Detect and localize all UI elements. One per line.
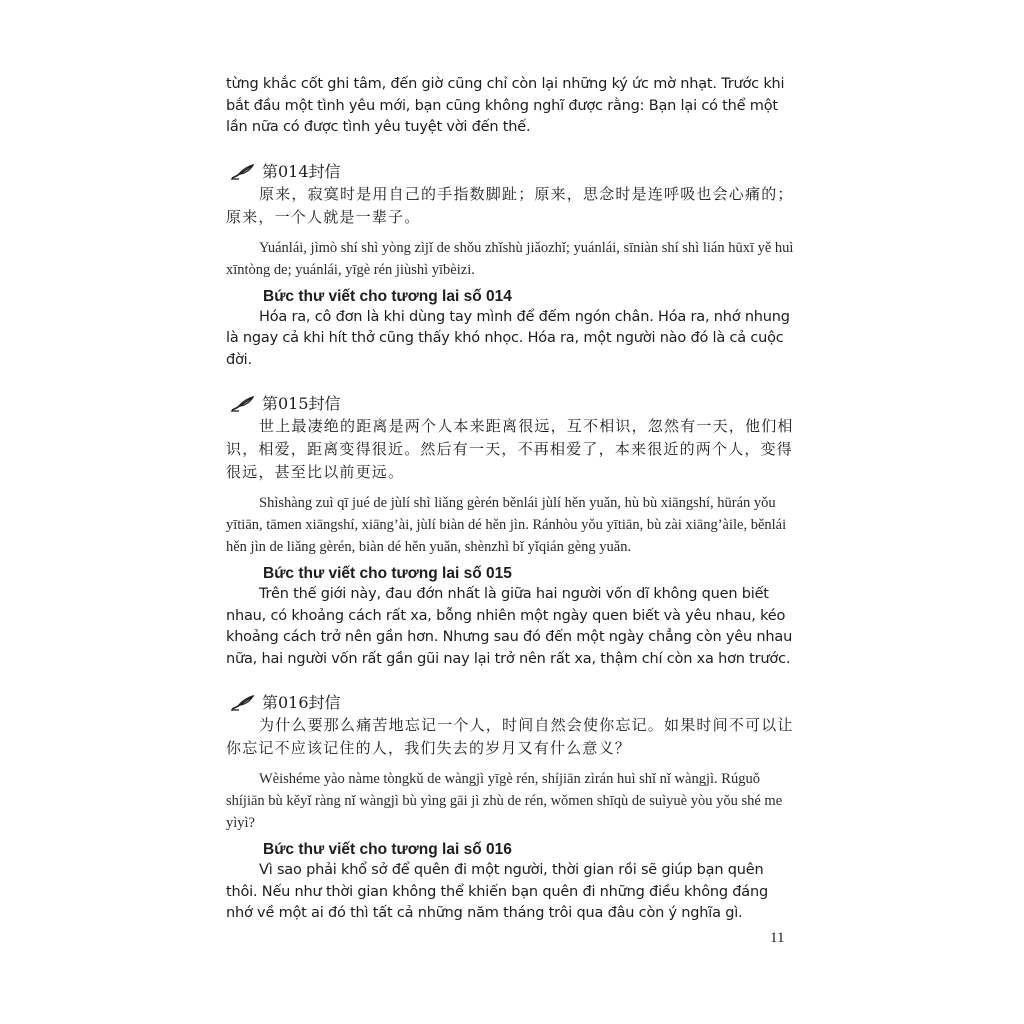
letter-entry-014 (226, 161, 794, 372)
pinyin-text: Shìshàng zuì qī jué de jùlí shì liǎng gèrén běnlái jùlí hěn yuǎn, hù bù xiāngshí, hūrán yǒu yītiān, tāmen xiāngshí, xiāng’ài, jùlí biàn dé hěn jìn. Ránhòu yǒu yītiān, bù zài xiāng’àile, běnlái hěn jìn de liǎng gèrén, biàn dé hěn yuǎn, shènzhì bǐ yǐqián gèng yuǎn. (226, 495, 787, 555)
chinese-text: 世上最凄绝的距离是两个人本来距离很远，互不相识，忽然有一天，他们相识，相爱，距离变得很近。然后有一天，不再相爱了，本来很近的两个人，变得很远，甚至比以前更远。 (226, 417, 794, 481)
entry-title: 第016封信 (262, 693, 341, 712)
intro-paragraph: từng khắc cốt ghi tâm, đến giờ cũng chỉ còn lại những ký ức mờ nhạt. Trước khi bắt đầu một tình yêu mới, bạn cũng không nghĩ được rằng: Bạn lại có thể một lần nữa có được tình yêu tuyệt vời đến thế. (226, 76, 785, 135)
chinese-text: 为什么要那么痛苦地忘记一个人，时间自然会使你忘记。如果时间不可以让你忘记不应该记住的人，我们失去的岁月又有什么意义？ (226, 716, 794, 757)
vietnamese-heading: Bức thư viết cho tương lai số 015 (263, 565, 512, 582)
chinese-text: 原来，寂寞时是用自己的手指数脚趾；原来，思念时是连呼吸也会心痛的；原来，一个人就是一辈子。 (226, 184, 794, 226)
entry-header (226, 692, 794, 714)
vietnamese-heading: Bức thư viết cho tương lai số 014 (263, 287, 512, 305)
letter-entry-016 (226, 692, 794, 925)
quill-pen-icon (230, 395, 256, 413)
entry-header (226, 161, 794, 183)
vietnamese-translation: Vì sao phải khổ sở để quên đi một người, thời gian rồi sẽ giúp bạn quên thôi. Nếu như thời gian không thể khiến bạn quên đi những điều không đáng nhớ về một ai đó thì tất cả những năm tháng trôi qua đâu còn ý nghĩa gì. (226, 862, 768, 921)
page-number: 11 (770, 930, 785, 946)
letter-entry-015 (226, 393, 794, 670)
quill-pen-icon (230, 694, 256, 712)
pinyin-text: Wèishéme yào nàme tòngkǔ de wàngjì yīgè rén, shíjiān zìrán huì shǐ nǐ wàngjì. Rúguǒ shíjiān bù kěyǐ ràng nǐ wàngjì bù yìng gāi jì zhù de rén, wǒmen shīqù de suìyuè yòu yǒu shé me yìyì? (226, 771, 783, 831)
vietnamese-heading: Bức thư viết cho tương lai số 016 (263, 841, 512, 858)
vietnamese-translation: Trên thế giới này, đau đớn nhất là giữa hai người vốn dĩ không quen biết nhau, có khoảng cách rất xa, bỗng nhiên một ngày quen biết và yêu nhau, kéo khoảng cách trở nên gần hơn. Nhưng sau đó đến một ngày chẳng còn yêu nhau nữa, hai người vốn rất gần gũi nay lại trở nên rất xa, thậm chí còn xa hơn trước. (226, 586, 793, 667)
entry-title: 第015封信 (262, 394, 341, 413)
pinyin-text: Yuánlái, jìmò shí shì yòng zìjǐ de shǒu zhǐshù jiǎozhǐ; yuánlái, sīniàn shí shì lián hūxī yě huì xīntòng de; yuánlái, yīgè rén jiùshì yībèizi. (226, 239, 794, 278)
entry-header (226, 393, 794, 415)
quill-pen-icon (230, 163, 256, 181)
entry-title: 第014封信 (262, 161, 341, 181)
vietnamese-translation: Hóa ra, cô đơn là khi dùng tay mình để đếm ngón chân. Hóa ra, nhớ nhung là ngay cả khi hít thở cũng thấy khó nhọc. Hóa ra, một người nào đó là cả cuộc đời. (226, 308, 790, 368)
book-page (226, 74, 794, 925)
